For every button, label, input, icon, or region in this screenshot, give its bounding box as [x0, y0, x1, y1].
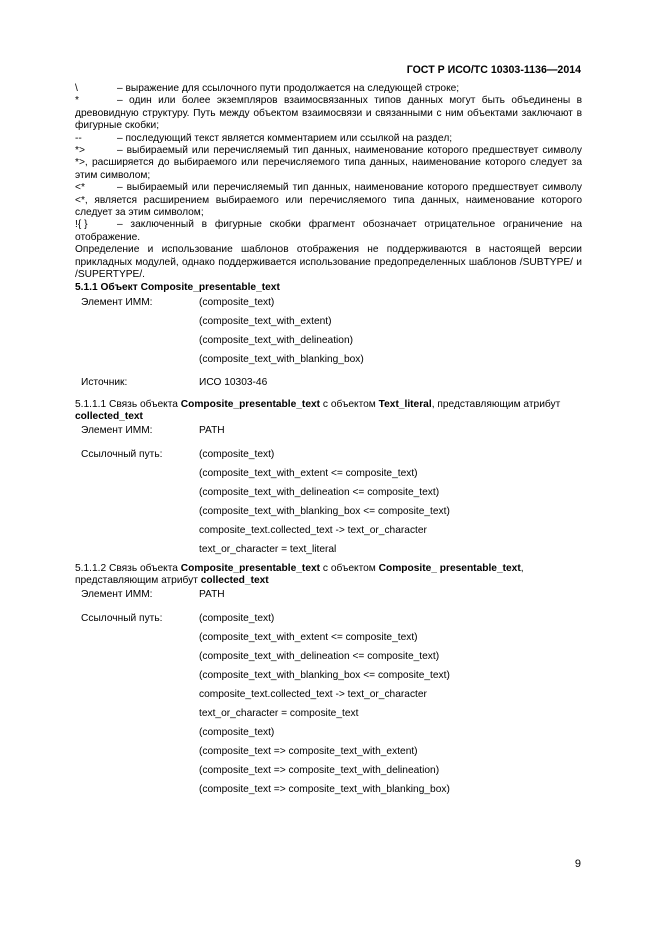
subsection-text: с объектом	[320, 562, 379, 574]
element-value: (composite_text_with_delineation)	[199, 334, 354, 346]
mapping-row	[75, 586, 582, 605]
attribute-name: collected_text	[200, 575, 269, 587]
mapping-row	[75, 332, 582, 351]
mapping-row	[75, 484, 582, 503]
path-line: composite_text.collected_text -> text_or_character	[199, 688, 427, 700]
element-label: Элемент ИММ:	[81, 424, 153, 436]
subsection-number: 5.1.1.2 Связь объекта	[75, 562, 181, 574]
legend-item	[75, 133, 582, 145]
legend-text: – заключенный в фигурные скобки фрагмент обозначает отрицательное ограничение на отображение.	[75, 219, 582, 243]
document-body	[75, 83, 582, 800]
legend-symbol: *>	[75, 145, 85, 157]
legend-text: – выбираемый или перечисляемый тип данных, наименование которого предшествует символу *>, расширяется до выбираемого или перечисляемого типа данных, наименование которого следует за этим символом;	[75, 145, 582, 181]
mapping-row	[75, 705, 582, 724]
element-label: Элемент ИММ:	[81, 296, 153, 308]
path-label: Ссылочный путь:	[81, 612, 163, 624]
subsection-number: 5.1.1.1 Связь объекта	[75, 398, 181, 410]
path-line: (composite_text => composite_text_with_blanking_box)	[199, 783, 450, 795]
attribute-name: collected_text	[75, 411, 143, 423]
path-line: (composite_text => composite_text_with_extent)	[199, 745, 418, 757]
entity-name: Composite_presentable_text	[180, 398, 321, 410]
path-line: (composite_text_with_extent <= composite_text)	[199, 631, 418, 643]
page-number: 9	[574, 858, 581, 870]
source-label: Источник:	[81, 376, 128, 388]
path-line: (composite_text_with_delineation <= composite_text)	[199, 486, 440, 498]
legend-item	[75, 95, 582, 132]
mapping-row	[75, 610, 582, 629]
entity-name: Composite_presentable_text	[180, 562, 321, 574]
mapping-row	[75, 724, 582, 743]
legend-text: – выбираемый или перечисляемый тип данных, наименование которого предшествует символу <*, является расширением выбираемого или перечисляемого типа данных, наименование которого следует за этим символом;	[75, 182, 582, 219]
entity-name: Composite_ presentable_text	[378, 562, 521, 574]
legend-symbol: \	[75, 83, 78, 94]
path-line: (composite_text)	[199, 448, 275, 460]
mapping-row	[75, 313, 582, 332]
subsection-text: с объектом	[320, 398, 379, 410]
legend-symbol: --	[75, 132, 82, 144]
path-line: (composite_text_with_blanking_box <= composite_text)	[199, 669, 450, 681]
mapping-row	[75, 465, 582, 484]
subsection-text: , представляющим атрибут	[75, 562, 524, 587]
element-value: (composite_text)	[199, 296, 275, 308]
legend-symbol: *	[75, 95, 79, 107]
legend-text: – последующий текст является комментарием или ссылкой на раздел;	[117, 132, 453, 144]
legend-symbol: <*	[75, 182, 85, 194]
mapping-row	[75, 629, 582, 648]
element-value: (composite_text_with_extent)	[199, 315, 332, 327]
mapping-row	[75, 446, 582, 465]
mapping-row	[75, 422, 582, 441]
mapping-row	[75, 648, 582, 667]
path-line: (composite_text)	[199, 612, 275, 624]
legend-text: – один или более экземпляров взаимосвязанных типов данных могут быть объединены в древовидную структуру. Путь между объектом взаимосвязи и связанными с ним объектами заключают в фигурные скобки;	[75, 95, 582, 132]
mapping-row	[75, 294, 582, 313]
path-line: text_or_character = text_literal	[199, 543, 337, 555]
path-line: (composite_text_with_delineation <= composite_text)	[199, 650, 440, 662]
legend-text: – выражение для ссылочного пути продолжается на следующей строке;	[117, 83, 460, 94]
path-line: composite_text.collected_text -> text_or_character	[199, 524, 427, 536]
path-line: (composite_text_with_blanking_box <= composite_text)	[199, 505, 450, 517]
path-line: (composite_text)	[199, 726, 275, 738]
mapping-row	[75, 522, 582, 541]
document-header: ГОСТ Р ИСО/ТС 10303-1136—2014	[406, 64, 581, 76]
mapping-row	[75, 503, 582, 522]
mapping-row	[75, 686, 582, 705]
entity-name: Text_literal	[378, 398, 432, 410]
path-label: Ссылочный путь:	[81, 448, 163, 460]
mapping-row	[75, 762, 582, 781]
mapping-row	[75, 743, 582, 762]
mapping-row	[75, 541, 582, 560]
path-line: text_or_character = composite_text	[199, 707, 359, 719]
source-value: ИСО 10303-46	[199, 376, 268, 388]
intro-paragraph: Определение и использование шаблонов отображения не поддерживаются в настоящей версии прикладных модулей, однако поддерживается использование предопределенных шаблонов /SUBTYPE/ и /SUPERTYPE/.	[75, 244, 582, 281]
legend-symbol: !{ }	[75, 219, 88, 231]
legend-item	[75, 145, 582, 182]
element-value: PATH	[199, 588, 225, 600]
legend-item	[75, 182, 582, 219]
mapping-row	[75, 667, 582, 686]
subsection-text: , представляющим атрибут	[431, 398, 561, 410]
path-line: (composite_text_with_extent <= composite_text)	[199, 467, 418, 479]
element-value: PATH	[199, 424, 225, 436]
section-heading: 5.1.1 Объект Composite_presentable_text	[75, 281, 280, 293]
mapping-row	[75, 374, 582, 393]
subsection-heading	[75, 399, 582, 424]
subsection-heading	[75, 563, 582, 588]
legend-item	[75, 219, 582, 244]
element-value: (composite_text_with_blanking_box)	[199, 353, 364, 365]
mapping-row	[75, 781, 582, 800]
mapping-row	[75, 351, 582, 370]
path-line: (composite_text => composite_text_with_delineation)	[199, 764, 440, 776]
element-label: Элемент ИММ:	[81, 588, 153, 600]
legend-item	[75, 83, 582, 95]
